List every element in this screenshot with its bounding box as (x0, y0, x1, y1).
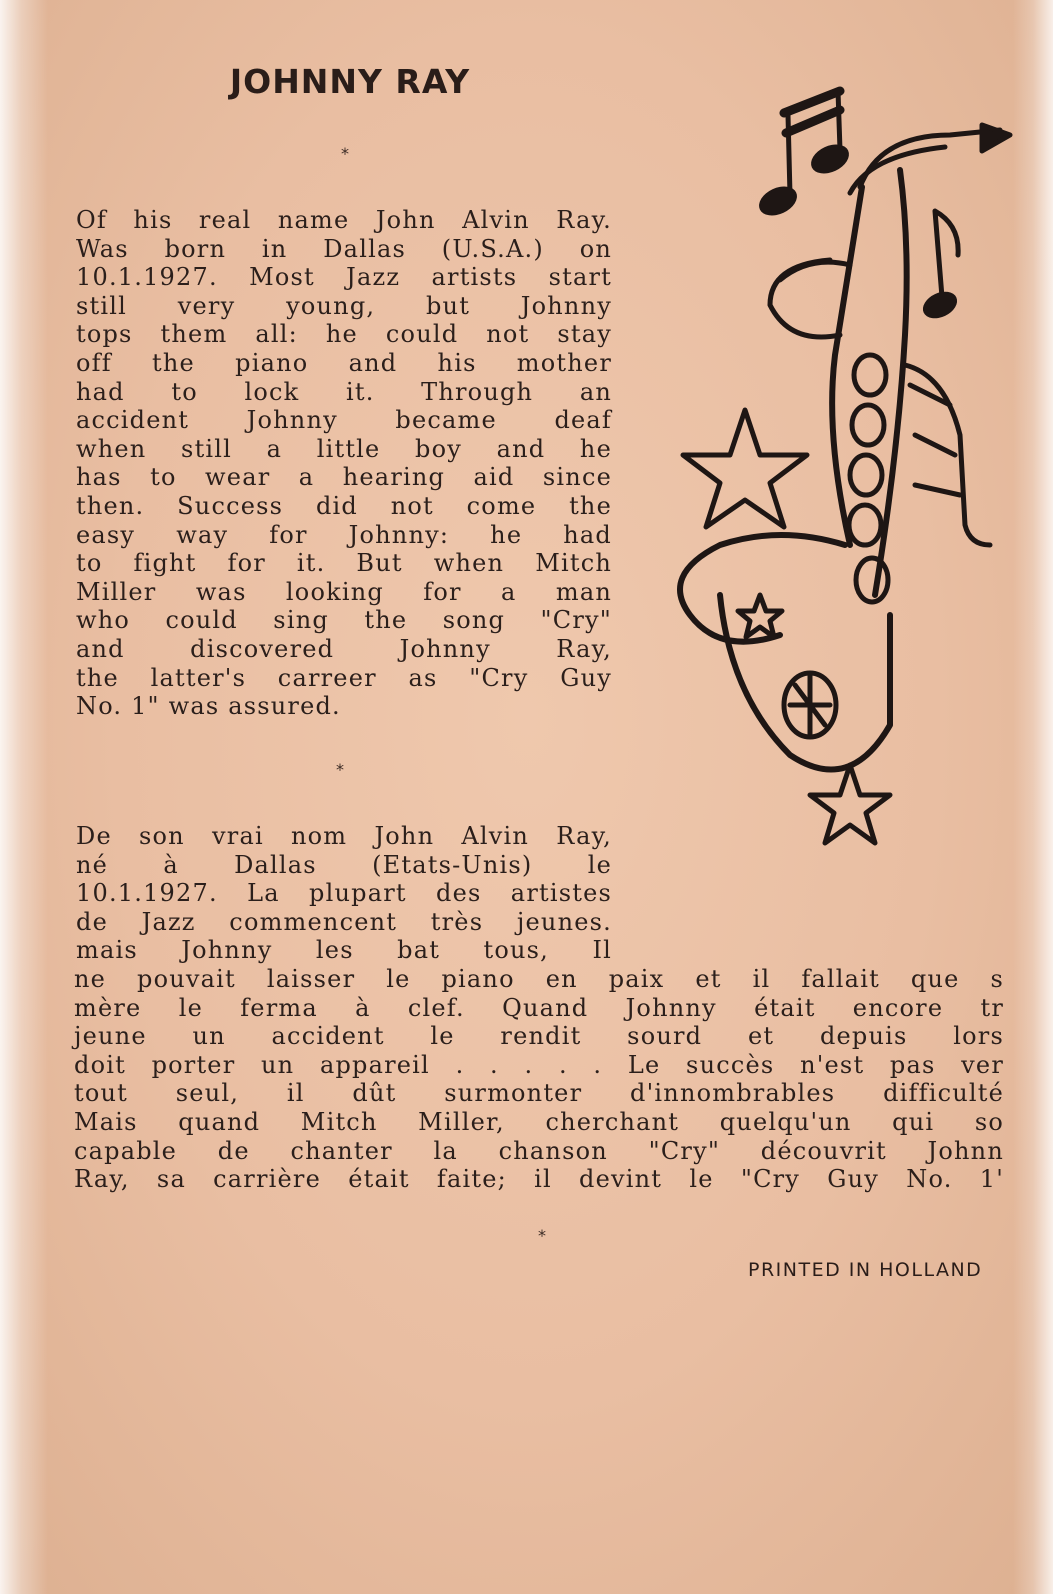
music-note-icon-2 (935, 211, 958, 297)
english-text-line: then. Success did not come the (76, 491, 612, 520)
english-text-line: when still a little boy and he (76, 434, 612, 463)
french-text-line: mais Johnny les bat tous, Il (76, 936, 612, 965)
english-text-line: to fight for it. But when Mitch (76, 549, 612, 578)
english-text-line: tops them all: he could not stay (76, 320, 612, 349)
french-biography-wide (74, 965, 1004, 1194)
star-icon-1 (683, 410, 807, 527)
french-text-line: Ray, sa carrière était faite; il devint le "Cry Guy No. 1' (74, 1165, 1004, 1194)
english-text-line: 10.1.1927. Most Jazz artists start (76, 263, 612, 292)
saxophone-illustration (660, 75, 1030, 865)
separator-1: * (341, 144, 349, 163)
english-text-line: has to wear a hearing aid since (76, 463, 612, 492)
french-text-line: tout seul, il dût surmonter d'innombrables difficulté (74, 1079, 1004, 1108)
separator-3: * (538, 1226, 546, 1245)
english-text-line: No. 1" was assured. (76, 692, 341, 721)
french-text-line: jeune un accident le rendit sourd et depuis lors (74, 1022, 1004, 1051)
english-text-line: the latter's carreer as "Cry Guy (76, 663, 612, 692)
english-text-line: Was born in Dallas (U.S.A.) on (76, 234, 612, 263)
french-text-line: né à Dallas (Etats-Unis) le (76, 850, 612, 879)
french-text-line: de Jazz commencent très jeunes. (76, 907, 612, 936)
english-text-line: Miller was looking for a man (76, 577, 612, 606)
french-text-line: ne pouvait laisser le piano en paix et il fallait que s (74, 965, 1004, 993)
card-title: JOHNNY RAY (229, 62, 471, 101)
glare-left (0, 0, 48, 1594)
english-biography (76, 206, 612, 721)
french-text-line: De son vrai nom John Alvin Ray, (76, 822, 612, 850)
english-text-line: accident Johnny became deaf (76, 406, 612, 435)
french-text-line: 10.1.1927. La plupart des artistes (76, 879, 612, 908)
french-biography-narrow (76, 822, 612, 965)
english-text-line: Of his real name John Alvin Ray. (76, 206, 612, 234)
english-text-line: off the piano and his mother (76, 348, 612, 377)
star-icon-2 (810, 765, 890, 843)
english-text-line: still very young, but Johnny (76, 291, 612, 320)
english-text-line: who could sing the song "Cry" (76, 606, 612, 635)
french-text-line: doit porter un appareil . . . . . Le succès n'est pas ver (74, 1050, 1004, 1079)
printed-in-holland: PRINTED IN HOLLAND (748, 1259, 983, 1281)
french-text-line: Mais quand Mitch Miller, cherchant quelqu'un qui so (74, 1107, 1004, 1136)
french-text-line: mère le ferma à clef. Quand Johnny était encore tr (74, 993, 1004, 1022)
english-text-line: easy way for Johnny: he had (76, 520, 612, 549)
french-text-line: capable de chanter la chanson "Cry" découvrit Johnn (74, 1136, 1004, 1165)
english-text-line: had to lock it. Through an (76, 377, 612, 406)
english-text-line: and discovered Johnny Ray, (76, 634, 612, 663)
separator-2: * (336, 760, 344, 779)
